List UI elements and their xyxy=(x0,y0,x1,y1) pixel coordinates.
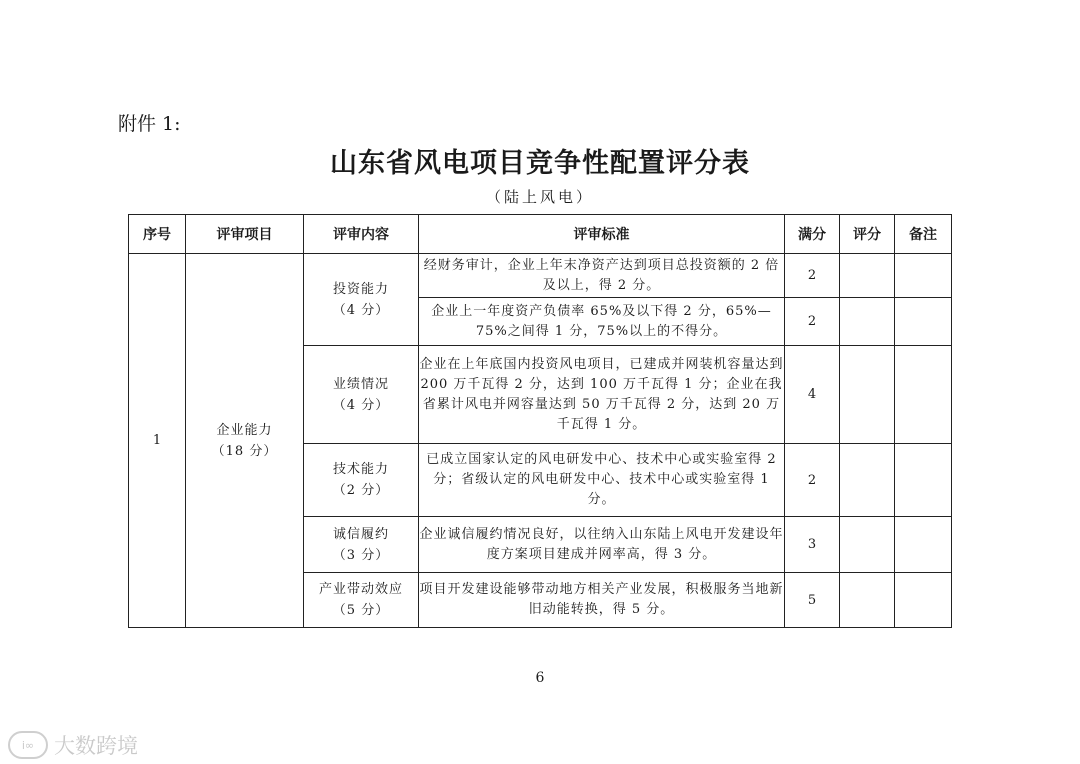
criteria-cell: 企业诚信履约情况良好，以往纳入山东陆上风电开发建设年度方案项目建成并网率高，得 3 分。 xyxy=(419,517,785,573)
content-name: 投资能力 xyxy=(332,281,389,297)
watermark-logo-icon: i∞ xyxy=(8,731,48,759)
full-score-cell: 2 xyxy=(785,444,840,517)
criteria-cell: 企业在上年底国内投资风电项目，已建成并网装机容量达到 200 万千瓦得 2 分，达到 100 万千瓦得 1 分；企业在我省累计风电并网容量达到 50 万千瓦得 2 分，达到 20 万千瓦得 1 分。 xyxy=(419,346,785,444)
score-cell[interactable] xyxy=(840,298,895,346)
page-number: 6 xyxy=(535,670,545,686)
document-subtitle: （陆上风电） xyxy=(485,188,594,206)
content-name: 产业带动效应 xyxy=(318,582,403,597)
criteria-cell: 企业上一年度资产负债率 65%及以下得 2 分，65%—75%之间得 1 分，75%以上的不得分。 xyxy=(419,298,785,346)
header-note: 备注 xyxy=(895,215,952,254)
content-points: （2 分） xyxy=(332,483,390,498)
content-cell xyxy=(304,444,419,517)
content-points: （4 分） xyxy=(332,302,390,318)
criteria-cell: 经财务审计，企业上年末净资产达到项目总投资额的 2 倍及以上，得 2 分。 xyxy=(419,254,785,298)
item-points: （18 分） xyxy=(211,443,278,459)
note-cell[interactable] xyxy=(895,573,952,628)
content-points: （3 分） xyxy=(332,547,390,563)
full-score-cell: 2 xyxy=(785,298,840,346)
score-cell[interactable] xyxy=(840,573,895,628)
content-points: （5 分） xyxy=(332,603,390,618)
content-cell xyxy=(304,346,419,444)
attachment-label: 附件 1: xyxy=(118,113,181,135)
note-cell[interactable] xyxy=(895,254,952,298)
content-cell xyxy=(304,573,419,628)
content-name: 业绩情况 xyxy=(332,376,389,392)
note-cell[interactable] xyxy=(895,444,952,517)
header-criteria: 评审标准 xyxy=(419,215,785,254)
scoring-table xyxy=(128,214,952,628)
note-cell[interactable] xyxy=(895,517,952,573)
header-full-score: 满分 xyxy=(785,215,840,254)
score-cell[interactable] xyxy=(840,346,895,444)
header-content: 评审内容 xyxy=(304,215,419,254)
table-header-row xyxy=(129,215,952,254)
full-score-cell: 4 xyxy=(785,346,840,444)
criteria-cell: 项目开发建设能够带动地方相关产业发展，积极服务当地新旧动能转换，得 5 分。 xyxy=(419,573,785,628)
document-title: 山东省风电项目竞争性配置评分表 xyxy=(330,148,750,179)
criteria-cell: 已成立国家认定的风电研发中心、技术中心或实验室得 2 分；省级认定的风电研发中心、技术中心或实验室得 1 分。 xyxy=(419,444,785,517)
header-item: 评审项目 xyxy=(186,215,304,254)
content-cell xyxy=(304,517,419,573)
score-cell[interactable] xyxy=(840,254,895,298)
header-score: 评分 xyxy=(840,215,895,254)
content-name: 技术能力 xyxy=(332,462,389,477)
watermark-text: 大数跨境 xyxy=(54,734,138,758)
header-seq: 序号 xyxy=(129,215,186,254)
content-points: （4 分） xyxy=(332,397,390,413)
full-score-cell: 5 xyxy=(785,573,840,628)
table-row xyxy=(129,254,952,298)
item-cell xyxy=(186,254,304,628)
note-cell[interactable] xyxy=(895,346,952,444)
note-cell[interactable] xyxy=(895,298,952,346)
score-cell[interactable] xyxy=(840,517,895,573)
content-cell xyxy=(304,254,419,346)
full-score-cell: 2 xyxy=(785,254,840,298)
item-name: 企业能力 xyxy=(216,422,273,438)
score-cell[interactable] xyxy=(840,444,895,517)
content-name: 诚信履约 xyxy=(332,526,389,542)
seq-cell: 1 xyxy=(129,254,186,628)
full-score-cell: 3 xyxy=(785,517,840,573)
watermark xyxy=(8,730,138,760)
